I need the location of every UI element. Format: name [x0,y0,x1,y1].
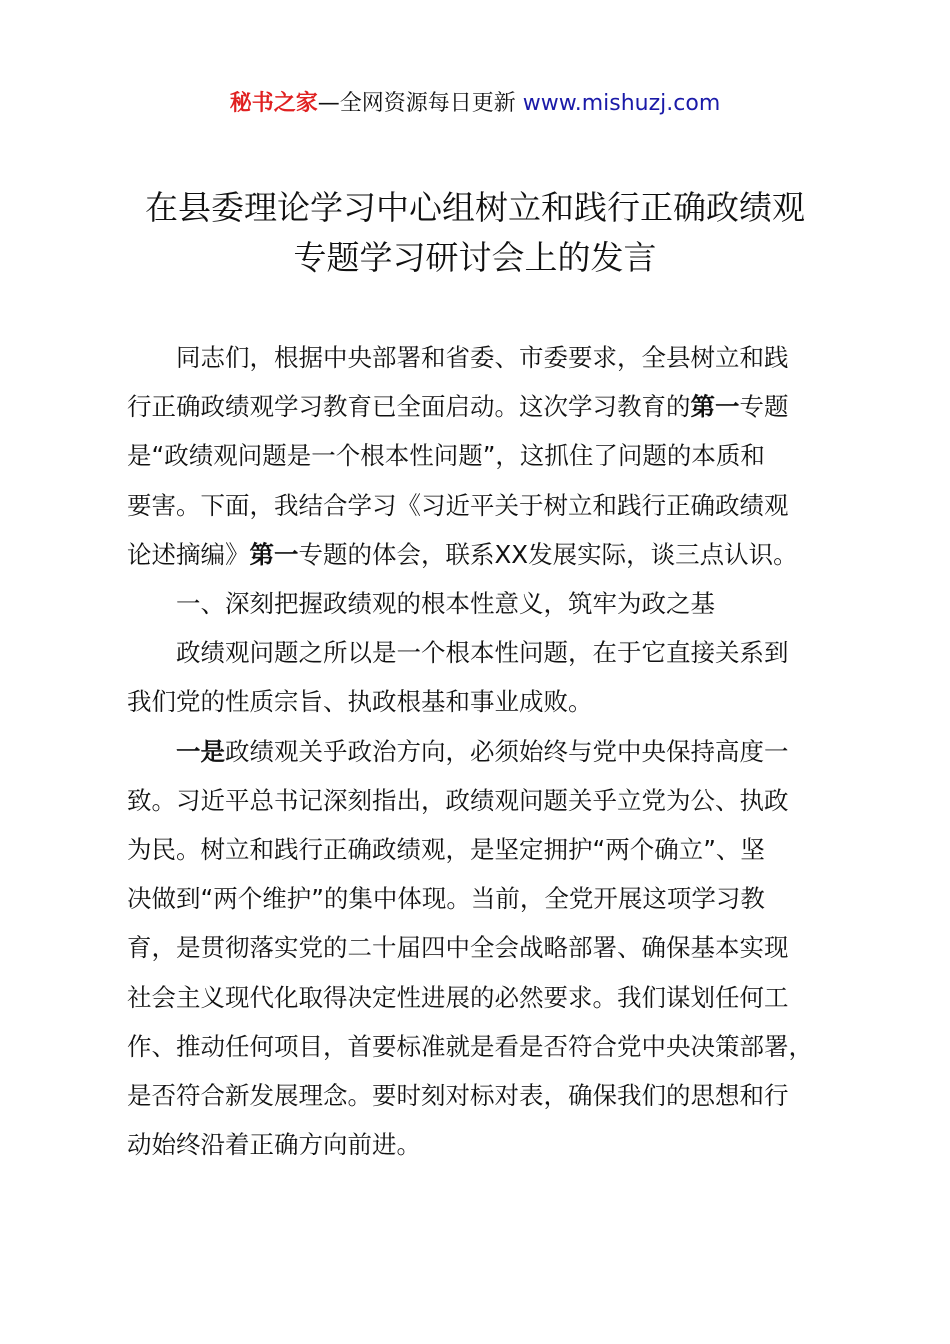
text-line: 是否符合新发展理念。要时刻对标对表，确保我们的思想和行 [127,1081,789,1111]
text-segment: 专题的体会，联系XX发展实际，谈三点认识。 [298,539,798,569]
site-header [0,88,950,120]
header-tagline: —全网资源每日更新 [317,91,516,116]
text-line: 是“政绩观问题是一个根本性问题”，这抓住了问题的本质和 [127,441,765,471]
text-line: 育，是贯彻落实党的二十届四中全会战略部署、确保基本实现 [127,933,789,963]
title-line-1: 在县委理论学习中心组树立和践行正确政绩观 [145,188,805,227]
text-segment: 政绩观关乎政治方向，必须始终与党中央保持高度一 [225,736,789,766]
text-line [127,382,833,431]
text-line: 致。习近平总书记深刻指出，政绩观问题关乎立党为公、执政 [127,785,789,815]
text-segment: 论述摘编》 [127,539,250,569]
text-line: 动始终沿着正确方向前进。 [127,1130,421,1160]
title-line-2: 专题学习研讨会上的发言 [293,238,657,277]
section-heading-1 [127,579,833,628]
text-line: 我们党的性质宗旨、执政根基和事业成败。 [127,687,593,717]
document-body [127,333,833,1169]
bold-segment: 第一 [690,392,740,422]
brand-name: 秘书之家 [229,91,318,116]
text-line: 要害。下面，我结合学习《习近平关于树立和践行正确政绩观 [127,490,789,520]
text-segment: 专题 [739,392,789,422]
text-line: 社会主义现代化取得决定性进展的必然要求。我们谋划任何工 [127,982,789,1012]
text-line: 作、推动任何项目，首要标准就是看是否符合党中央决策部署， [127,1031,813,1061]
bold-segment: 第一 [249,539,299,569]
text-line: 同志们，根据中央部署和省委、市委要求，全县树立和践 [176,343,789,372]
heading-line: 一、深刻把握政绩观的根本性意义，筑牢为政之基 [176,589,715,619]
text-line: 为民。树立和践行正确政绩观，是坚定拥护“两个确立”、坚 [127,835,765,865]
site-url[interactable]: www.mishuzj.com [522,91,721,116]
paragraph-intro [127,333,833,579]
paragraph-2 [127,628,833,726]
text-segment: 行正确政绩观学习教育已全面启动。这次学习教育的 [127,392,691,422]
paragraph-3 [127,727,833,1170]
text-line: 决做到“两个维护”的集中体现。当前，全党开展这项学习教 [127,884,765,914]
bold-segment: 一是 [176,736,225,766]
document-title [100,183,850,283]
text-line: 政绩观问题之所以是一个根本性问题，在于它直接关系到 [176,638,789,668]
text-line [127,727,833,776]
text-line [127,530,833,579]
